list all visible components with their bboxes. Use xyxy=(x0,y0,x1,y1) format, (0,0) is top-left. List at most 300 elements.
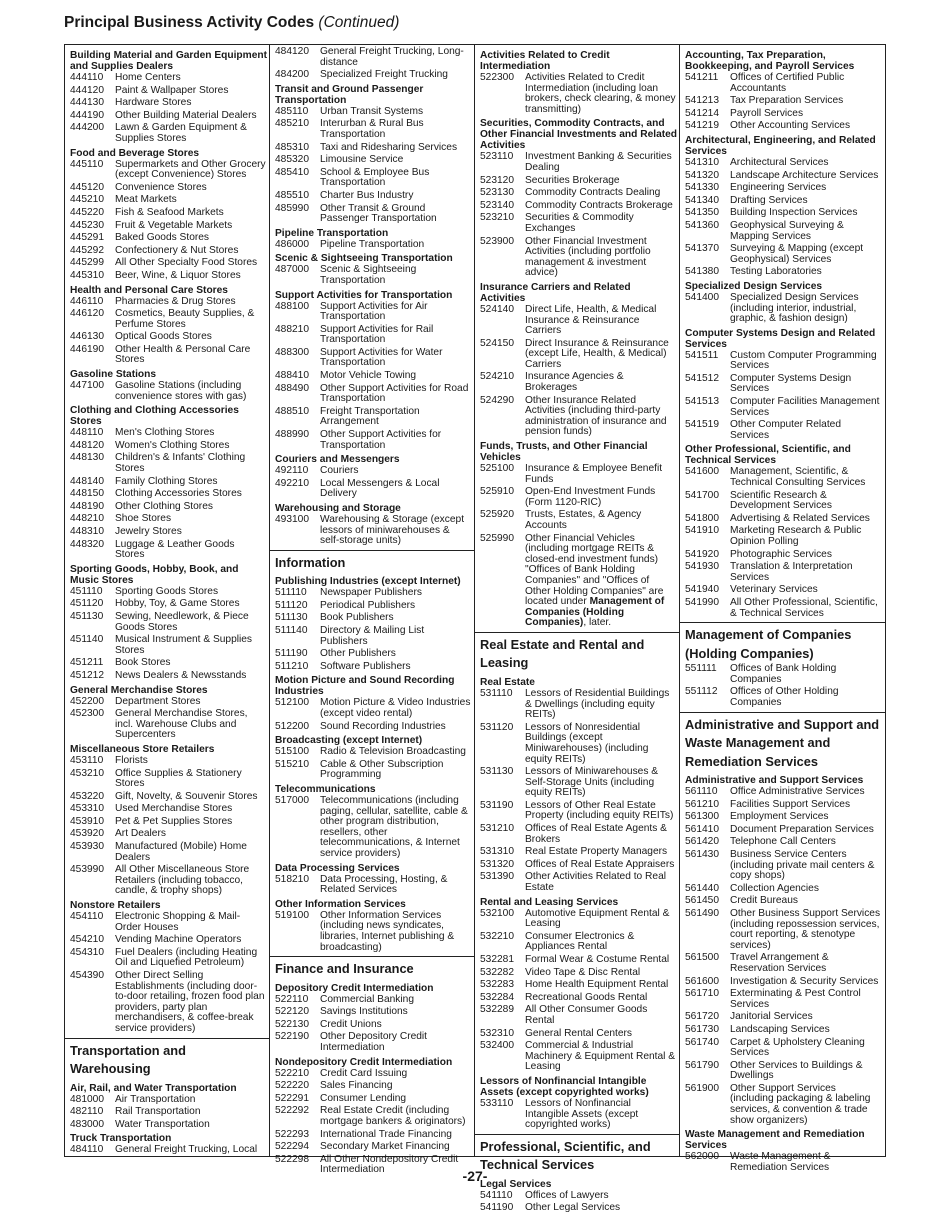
activity-code: 541330 xyxy=(685,182,719,194)
code-row xyxy=(275,430,474,451)
activity-code: 561720 xyxy=(685,1011,719,1023)
activity-description xyxy=(320,588,474,599)
section-heading: Accounting, Tax Preparation, Bookkeeping, and Payroll Services xyxy=(685,50,855,72)
activity-description-text: Video Tape & Disc Rental xyxy=(525,966,641,978)
activity-description xyxy=(115,309,269,330)
activity-description xyxy=(320,466,474,477)
activity-description-text: Securities & Commodity Exchanges xyxy=(525,212,634,234)
activity-description xyxy=(115,502,269,513)
activity-code: 445220 xyxy=(70,206,104,218)
code-row xyxy=(70,865,269,897)
activity-description-text: Luggage & Leather Goods Stores xyxy=(115,538,235,561)
activity-description-text: Musical Instrument & Supplies Stores xyxy=(115,634,253,656)
activity-description xyxy=(115,697,269,708)
section-heading: Nonstore Retailers xyxy=(70,900,161,912)
activity-code: 488100 xyxy=(275,300,309,312)
activity-code: 482110 xyxy=(70,1106,104,1118)
activity-description-text: Telecommunications (including paging, cellular, satellite, cable & other program distribution, resellers, other telecommunications, & Internet service providers) xyxy=(320,795,468,859)
code-row xyxy=(480,824,679,845)
section-heading: Legal Services xyxy=(480,1178,552,1190)
code-row xyxy=(275,760,474,781)
code-row xyxy=(275,325,474,346)
code-row xyxy=(685,121,885,132)
activity-description-text: Software Publishers xyxy=(320,660,411,672)
activity-description-text: Rail Transportation xyxy=(115,1106,201,1118)
section-heading: Specialized Design Services xyxy=(685,280,823,292)
code-row xyxy=(685,397,885,418)
code-row xyxy=(275,1142,474,1153)
activity-description xyxy=(730,109,885,120)
activity-description xyxy=(730,73,885,94)
code-row xyxy=(70,123,269,144)
activity-code: 541214 xyxy=(685,107,719,119)
activity-description xyxy=(115,709,269,741)
section-heading: Truck Transportation xyxy=(70,1133,172,1145)
activity-description-text: Building Inspection Services xyxy=(730,207,858,219)
activity-description-text: All Other Nondepository Credit Intermediation xyxy=(320,1153,459,1176)
code-row xyxy=(480,464,679,485)
activity-description xyxy=(115,658,269,669)
activity-description-text: Electronic Shopping & Mail-Order Houses xyxy=(115,911,241,933)
code-row xyxy=(275,240,474,251)
activity-code: 444120 xyxy=(70,84,104,96)
activity-code: 448130 xyxy=(70,452,104,464)
activity-description xyxy=(115,381,269,402)
code-row xyxy=(685,1038,885,1059)
activity-description xyxy=(115,912,269,933)
activity-description-text: Periodical Publishers xyxy=(320,599,416,611)
activity-description xyxy=(320,515,474,547)
activity-description-text: Payroll Services xyxy=(730,107,804,119)
activity-description xyxy=(730,1025,885,1036)
activity-description-text: Newspaper Publishers xyxy=(320,587,422,599)
code-row xyxy=(685,598,885,619)
activity-description-text: Beer, Wine, & Liquor Stores xyxy=(115,269,241,281)
activity-description-text: Urban Transit Systems xyxy=(320,105,424,117)
activity-description xyxy=(730,989,885,1010)
activity-description xyxy=(320,325,474,346)
activity-code: 447100 xyxy=(70,380,104,392)
code-row xyxy=(275,191,474,202)
activity-description xyxy=(115,804,269,815)
activity-description-text: Radio & Television Broadcasting xyxy=(320,746,466,758)
activity-code: 452200 xyxy=(70,695,104,707)
activity-code: 483000 xyxy=(70,1118,104,1130)
activity-code: 531120 xyxy=(480,721,514,733)
activity-description-text: Cosmetics, Beauty Supplies, & Perfume Stores xyxy=(115,308,255,330)
code-row xyxy=(275,70,474,81)
code-row xyxy=(70,381,269,402)
code-row xyxy=(685,1025,885,1036)
activity-description xyxy=(320,168,474,189)
code-row xyxy=(275,1130,474,1141)
code-row xyxy=(70,489,269,500)
activity-code: 533110 xyxy=(480,1097,514,1109)
code-row xyxy=(685,526,885,547)
section-heading: Computer Systems Design and Related Services xyxy=(685,327,876,350)
activity-code: 488490 xyxy=(275,382,309,394)
code-row xyxy=(480,487,679,508)
code-row xyxy=(275,119,474,140)
code-row xyxy=(275,348,474,369)
activity-description-text: Book Publishers xyxy=(320,612,394,624)
code-row xyxy=(70,345,269,366)
activity-code: 445299 xyxy=(70,257,104,269)
activity-description xyxy=(730,1084,885,1126)
code-row xyxy=(70,1120,269,1131)
activity-description xyxy=(115,971,269,1035)
activity-description xyxy=(525,1029,679,1040)
activity-description-text: Computer Systems Design Services xyxy=(730,372,852,395)
section-heading: Sporting Goods, Hobby, Book, and Music Stores xyxy=(70,563,239,586)
activity-description-text: Other Support Activities for Transportation xyxy=(320,429,442,451)
activity-code: 451110 xyxy=(70,585,103,597)
activity-description-text: Data Processing, Hosting, & Related Services xyxy=(320,873,448,896)
activity-code: 532284 xyxy=(480,991,514,1003)
activity-code: 561740 xyxy=(685,1036,719,1048)
activity-code: 561500 xyxy=(685,952,719,964)
activity-description-text: Open-End Investment Funds (Form 1120-RIC) xyxy=(525,486,656,508)
activity-description-text: Women's Clothing Stores xyxy=(115,439,230,451)
activity-description-text: Florists xyxy=(115,754,148,766)
activity-description-text: Business Service Centers (including private mail centers & copy shops) xyxy=(730,849,875,882)
activity-code: 541360 xyxy=(685,219,719,231)
code-row xyxy=(70,297,269,308)
activity-description xyxy=(730,96,885,107)
activity-code: 448310 xyxy=(70,526,104,537)
activity-description-text: Lessors of Nonresidential Buildings (except Miniwarehouses) (including equity REITs) xyxy=(525,721,649,765)
activity-description-text: All Other Professional, Scientific, & Technical Services xyxy=(730,596,878,619)
activity-description-text: Confectionery & Nut Stores xyxy=(115,244,239,256)
activity-description-text: Janitorial Services xyxy=(730,1011,813,1023)
activity-code: 453310 xyxy=(70,803,104,815)
code-row xyxy=(480,1029,679,1040)
activity-code: 541213 xyxy=(685,95,719,107)
code-row xyxy=(275,515,474,547)
activity-description xyxy=(730,562,885,583)
code-row xyxy=(480,201,679,212)
activity-description xyxy=(525,487,679,508)
activity-description xyxy=(115,123,269,144)
activity-description-text: Custom Computer Programming Services xyxy=(730,349,877,372)
activity-description-text: Fruit & Vegetable Markets xyxy=(115,219,233,231)
activity-code: 453110 xyxy=(70,754,104,766)
activity-code: 525990 xyxy=(480,532,514,544)
activity-description xyxy=(730,121,885,132)
activity-description xyxy=(320,649,474,660)
activity-code: 524210 xyxy=(480,371,514,383)
code-row xyxy=(480,1191,679,1202)
page-title-text: Principal Business Activity Codes xyxy=(64,14,315,31)
activity-code: 525100 xyxy=(480,463,514,475)
activity-description xyxy=(525,932,679,953)
activity-code: 524290 xyxy=(480,394,514,406)
activity-description xyxy=(525,534,679,629)
code-row xyxy=(275,143,474,154)
activity-code: 522210 xyxy=(275,1067,309,1079)
activity-code: 446120 xyxy=(70,308,104,320)
activity-code: 541320 xyxy=(685,169,719,181)
activity-description xyxy=(320,1094,474,1105)
activity-description-text: Direct Insurance & Reinsurance (except Life, Health, & Medical) Carriers xyxy=(525,337,669,370)
activity-description xyxy=(730,221,885,242)
activity-code: 446190 xyxy=(70,343,104,355)
activity-description xyxy=(115,514,269,525)
activity-code: 541340 xyxy=(685,194,719,206)
section-heading: Support Activities for Transportation xyxy=(275,289,453,301)
activity-description-text: Jewelry Stores xyxy=(115,526,182,537)
activity-description xyxy=(115,111,269,122)
code-row xyxy=(480,968,679,979)
section-heading: Depository Credit Intermediation xyxy=(275,982,434,994)
code-row xyxy=(275,875,474,896)
section-heading: Funds, Trusts, and Other Financial Vehicles xyxy=(480,441,648,464)
code-row xyxy=(70,98,269,109)
code-row xyxy=(275,747,474,758)
activity-description-text: Collection Agencies xyxy=(730,882,819,894)
activity-code: 522294 xyxy=(275,1141,309,1153)
activity-description xyxy=(525,689,679,721)
activity-description xyxy=(115,756,269,767)
activity-description-text: Surveying & Mapping (except Geophysical) Services xyxy=(730,243,864,265)
activity-code: 511210 xyxy=(275,660,309,672)
activity-description-text: Pipeline Transportation xyxy=(320,238,425,250)
code-row xyxy=(70,842,269,863)
activity-description xyxy=(730,183,885,194)
activity-description xyxy=(730,351,885,372)
code-row xyxy=(70,86,269,97)
activity-code: 541513 xyxy=(685,396,719,408)
activity-description xyxy=(320,875,474,896)
activity-description-text: Secondary Market Financing xyxy=(320,1141,450,1153)
activity-description-text: Support Activities for Water Transportation xyxy=(320,346,443,369)
code-row xyxy=(70,1145,269,1156)
activity-description-text: Other Financial Investment Activities (including portfolio management & investment advice) xyxy=(525,235,651,279)
code-row xyxy=(685,158,885,169)
activity-description xyxy=(320,384,474,405)
activity-description xyxy=(115,258,269,269)
activity-code: 551111 xyxy=(685,663,717,675)
activity-description xyxy=(525,1099,679,1131)
activity-description xyxy=(730,884,885,895)
activity-description xyxy=(115,86,269,97)
activity-code: 484200 xyxy=(275,69,309,81)
code-row xyxy=(70,183,269,194)
activity-code: 522220 xyxy=(275,1080,309,1092)
activity-description xyxy=(115,540,269,561)
activity-description-text: Sales Financing xyxy=(320,1080,393,1092)
code-row xyxy=(685,73,885,94)
activity-description-text: Direct Life, Health, & Medical Insurance & Reinsurance Carriers xyxy=(525,303,657,337)
activity-description-text: Savings Institutions xyxy=(320,1006,408,1018)
activity-description xyxy=(525,872,679,893)
activity-description xyxy=(115,477,269,488)
activity-code: 511110 xyxy=(275,587,307,599)
activity-code: 451140 xyxy=(70,634,104,646)
activity-description-text: Credit Unions xyxy=(320,1018,382,1030)
activity-description xyxy=(525,1203,679,1214)
activity-description-text: Charter Bus Industry xyxy=(320,189,414,201)
activity-code: 451211 xyxy=(70,657,104,669)
activity-description-text: Optical Goods Stores xyxy=(115,331,212,343)
activity-description xyxy=(115,246,269,257)
code-row xyxy=(480,847,679,858)
activity-description xyxy=(115,587,269,598)
activity-description xyxy=(525,213,679,234)
activity-code: 519100 xyxy=(275,909,309,921)
column-4 xyxy=(679,44,886,1173)
activity-code: 492210 xyxy=(275,477,309,489)
code-row xyxy=(685,96,885,107)
activity-description xyxy=(525,767,679,799)
activity-code: 524150 xyxy=(480,337,514,349)
code-row xyxy=(480,534,679,629)
section-heading: Other Information Services xyxy=(275,898,406,910)
activity-code: 511120 xyxy=(275,599,308,611)
activity-description-text: Insurance Agencies & Brokerages xyxy=(525,371,624,394)
activity-code: 561300 xyxy=(685,811,719,823)
section-heading: Food and Beverage Stores xyxy=(70,147,200,159)
code-row xyxy=(275,407,474,428)
activity-description-text: Securities Brokerage xyxy=(525,174,620,186)
activity-description xyxy=(525,723,679,765)
code-row xyxy=(480,305,679,337)
code-row xyxy=(275,1081,474,1092)
activity-description-text: Testing Laboratories xyxy=(730,266,822,278)
activity-code: 532310 xyxy=(480,1027,514,1039)
activity-description xyxy=(320,760,474,781)
activity-code: 541219 xyxy=(685,120,719,132)
activity-description-text: International Trade Financing xyxy=(320,1128,452,1140)
code-row xyxy=(70,756,269,767)
major-heading: Information xyxy=(270,550,474,574)
code-row xyxy=(685,664,885,685)
code-row xyxy=(70,309,269,330)
code-row xyxy=(275,168,474,189)
activity-code: 532281 xyxy=(480,954,514,965)
activity-description-text: General Merchandise Stores, incl. Warehouse Clubs and Supercenters xyxy=(115,708,248,741)
activity-description xyxy=(525,188,679,199)
activity-code: 488300 xyxy=(275,346,309,358)
activity-code: 551112 xyxy=(685,686,718,698)
code-row xyxy=(275,1069,474,1080)
cross-reference-note: "Offices of Bank Holding Companies" and "Offices of Other Holding Companies" are located under xyxy=(525,564,664,608)
activity-description xyxy=(115,73,269,84)
activity-description xyxy=(115,221,269,232)
code-row xyxy=(70,441,269,452)
code-row xyxy=(685,244,885,265)
activity-description xyxy=(320,70,474,81)
activity-description-text: Children's & Infants' Clothing Stores xyxy=(115,452,246,475)
activity-description-text: Credit Card Issuing xyxy=(320,1067,408,1079)
code-row xyxy=(275,995,474,1006)
activity-code: 541400 xyxy=(685,291,719,303)
activity-description xyxy=(525,993,679,1004)
activity-code: 485510 xyxy=(275,189,309,201)
activity-description-text: Real Estate Credit (including mortgage bankers & originators) xyxy=(320,1105,466,1127)
activity-description xyxy=(320,911,474,953)
activity-code: 448210 xyxy=(70,513,104,525)
activity-description xyxy=(525,464,679,485)
activity-description xyxy=(320,407,474,428)
activity-description xyxy=(730,664,885,685)
activity-description-text: Art Dealers xyxy=(115,828,166,840)
activity-description-text: Meat Markets xyxy=(115,194,177,206)
code-row xyxy=(70,912,269,933)
activity-code: 488410 xyxy=(275,370,309,382)
activity-code: 445110 xyxy=(70,158,104,170)
activity-description xyxy=(320,1130,474,1141)
code-row xyxy=(480,213,679,234)
activity-description-text: Cable & Other Subscription Programming xyxy=(320,758,444,781)
activity-description-text: Landscape Architecture Services xyxy=(730,169,879,181)
activity-code: 523900 xyxy=(480,235,514,247)
activity-description-text: General Rental Centers xyxy=(525,1027,633,1039)
code-row xyxy=(685,687,885,708)
code-row xyxy=(480,237,679,279)
activity-description-text: Baked Goods Stores xyxy=(115,232,210,244)
code-row xyxy=(685,171,885,182)
activity-description-text: Commercial & Industrial Machinery & Equipment Rental & Leasing xyxy=(525,1040,676,1073)
activity-description xyxy=(115,453,269,474)
activity-description-text: Activities Related to Credit Intermediation (including loan brokers, check clearing, & money transmitting) xyxy=(525,72,676,115)
code-row xyxy=(70,658,269,669)
code-row xyxy=(70,769,269,790)
section-heading: Broadcasting (except Internet) xyxy=(275,735,423,747)
activity-description-text: Office Administrative Services xyxy=(730,786,865,798)
activity-code: 525910 xyxy=(480,486,514,498)
code-row xyxy=(685,351,885,372)
activity-code: 561450 xyxy=(685,895,719,907)
activity-code: 492110 xyxy=(275,465,309,477)
code-row xyxy=(685,884,885,895)
activity-code: 485310 xyxy=(275,141,309,153)
activity-description xyxy=(320,479,474,500)
activity-code: 541110 xyxy=(480,1189,513,1201)
activity-description xyxy=(525,237,679,279)
activity-description-text: Other Clothing Stores xyxy=(115,500,213,512)
activity-description-text: Motion Picture & Video Industries (except video rental) xyxy=(320,697,471,720)
activity-code: 541930 xyxy=(685,561,719,573)
activity-code: 511190 xyxy=(275,648,308,660)
activity-description xyxy=(320,1081,474,1092)
activity-description-text: Interurban & Rural Bus Transportation xyxy=(320,118,424,140)
code-row xyxy=(480,1203,679,1214)
activity-code: 531190 xyxy=(480,799,514,811)
activity-description xyxy=(730,244,885,265)
activity-description-text: Motor Vehicle Towing xyxy=(320,370,417,382)
activity-code: 531130 xyxy=(480,766,514,778)
activity-description xyxy=(115,1107,269,1118)
activity-description-text: Hobby, Toy, & Game Stores xyxy=(115,598,240,610)
activity-description xyxy=(115,332,269,343)
code-row xyxy=(70,453,269,474)
activity-description xyxy=(730,909,885,951)
activity-description-text: All Other Consumer Goods Rental xyxy=(525,1004,648,1026)
activity-code: 541370 xyxy=(685,243,719,255)
code-row xyxy=(275,1007,474,1018)
section-heading: Rental and Leasing Services xyxy=(480,896,619,908)
activity-description-text: Other Support Services (including packaging & labeling services, & convention & trade show organizers) xyxy=(730,1082,871,1126)
activity-description-text: Shoe Stores xyxy=(115,513,172,525)
activity-description-text: Directory & Mailing List Publishers xyxy=(320,625,425,647)
activity-code: 454390 xyxy=(70,970,104,981)
activity-description xyxy=(730,171,885,182)
code-row xyxy=(275,155,474,166)
section-heading: Transit and Ground Passenger Transportation xyxy=(275,83,424,106)
activity-description-text: Other Insurance Related Activities (including third-party administration of insurance and pension funds) xyxy=(525,394,667,438)
activity-description xyxy=(730,787,885,798)
